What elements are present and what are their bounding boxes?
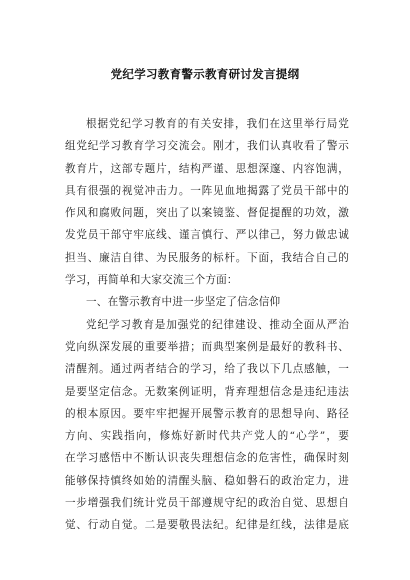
paragraph-line: 清醒剂。通过两者结合的学习，给了我以下几点感触，一 — [65, 363, 349, 376]
paragraph-line: 能够保持慎终如始的清醒头脑、稳如磐石的政治定力，进 — [65, 474, 349, 487]
paragraph-line: 组党纪学习教育学习交流会。刚才，我们认真收看了警示 — [65, 140, 349, 153]
paragraph-line: 党向纵深发展的重要举措；而典型案例是最好的教科书、 — [65, 340, 349, 353]
paragraph-line: 党纪学习教育是加强党的纪律建设、推动全面从严治 — [86, 318, 349, 331]
paragraph-line: 是要坚定信念。无数案例证明，背弃理想信念是违纪违法 — [65, 385, 349, 398]
paragraph-line: 教育片，这部专题片，结构严谨、思想深邃、内容饱满， — [65, 162, 349, 175]
paragraph-line: 学习，再简单和大家交流三个方面： — [65, 274, 238, 287]
paragraph-line: 一步增强我们统计党员干部遵规守纪的政治自觉、思想自 — [65, 497, 349, 510]
paragraph-line: 根据党纪学习教育的有关安排，我们在这里举行局党 — [86, 118, 349, 130]
section-heading: 一、在警示教育中进一步坚定了信念信仰 — [86, 296, 281, 309]
paragraph-line: 的根本原因。要牢牢把握开展警示教育的思想导向、路径 — [65, 407, 349, 420]
paragraph-line: 担当、廉洁自律、为民服务的标杆。下面，我结合自己的 — [65, 251, 349, 264]
paragraph-line: 发党员干部守牢底线、谨言慎行、严以律己，努力做忠诚 — [65, 229, 349, 242]
paragraph-line: 方向、实践指向，修炼好新时代共产党人的“心学”，要 — [65, 430, 349, 443]
document-title: 党纪学习教育警示教育研讨发言提纲 — [110, 67, 300, 81]
paragraph-line: 觉、行动自觉。二是要敬畏法纪。纪律是红线，法律是底 — [65, 519, 349, 532]
paragraph-line: 具有很强的视觉冲击力。一阵见血地揭露了党员干部中的 — [65, 184, 349, 197]
paragraph-line: 作风和腐败问题，突出了以案镜鉴、督促提醒的功效，激 — [65, 207, 349, 220]
document-body — [65, 113, 349, 537]
paragraph-line: 在学习感悟中不断认识丧失理想信念的危害性，确保时刻 — [65, 452, 349, 465]
